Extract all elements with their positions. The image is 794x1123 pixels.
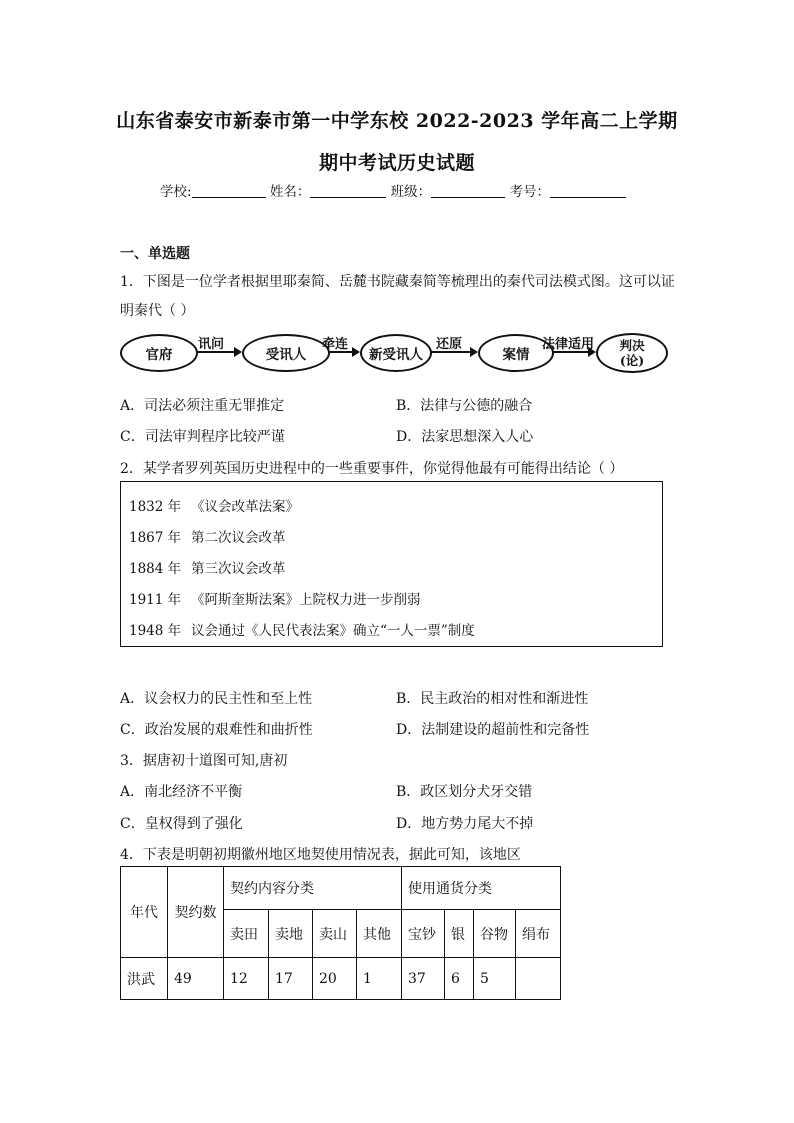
- school-field[interactable]: [192, 183, 266, 198]
- event-year: 1884 年: [129, 561, 182, 577]
- name-label: 姓名：: [269, 184, 311, 200]
- exam-title-line2: 期中考试历史试题: [318, 152, 475, 174]
- q1-stem-line2: 明秦代（ ）: [120, 303, 195, 319]
- node-verdict: [596, 333, 668, 373]
- event-row: [129, 557, 286, 577]
- q3-option-b[interactable]: B．政区划分犬牙交错: [396, 784, 533, 800]
- event-row: [129, 526, 286, 546]
- arrow-label-apply-law: 法律适用: [542, 337, 595, 352]
- node-government: 官府: [120, 334, 198, 372]
- header-currency-category: 使用通货分类: [402, 867, 561, 910]
- student-info-row: [160, 180, 640, 200]
- arrow-label-interrogate: 讯问: [198, 337, 225, 352]
- q2-option-a[interactable]: A．议会权力的民主性和至上性: [120, 691, 313, 707]
- q2-stem: 2．某学者罗列英国历史进程中的一些重要事件，你觉得他最有可能得出结论（ ）: [120, 461, 624, 477]
- school-label: 学校:: [160, 184, 192, 200]
- event-text: 第二次议会改革: [191, 530, 286, 546]
- q3-option-d[interactable]: D．地方势力尾大不掉: [396, 816, 534, 832]
- q1-option-c[interactable]: C．司法审判程序比较严谨: [120, 429, 285, 445]
- q2-option-b[interactable]: B．民主政治的相对性和渐进性: [396, 691, 589, 707]
- number-field[interactable]: [550, 183, 626, 198]
- name-field[interactable]: [310, 183, 386, 198]
- subheader-cell: 卖山: [313, 910, 357, 958]
- table-cell: [516, 958, 561, 1000]
- q2-event-box: [120, 481, 663, 647]
- event-year: 1911 年: [129, 592, 182, 608]
- q1-stem-line1: 1．下图是一位学者根据里耶秦简、岳麓书院藏秦简等梳理出的秦代司法模式图。这可以证: [120, 274, 675, 290]
- class-field[interactable]: [431, 183, 505, 198]
- event-year: 1867 年: [129, 530, 182, 546]
- event-year: 1948 年: [129, 623, 182, 639]
- arrow-implicate: [322, 337, 358, 353]
- table-cell: 17: [269, 958, 313, 1000]
- q2-option-d[interactable]: D．法制建设的超前性和完备性: [396, 722, 590, 738]
- node-interrogated-person: 受讯人: [242, 334, 330, 372]
- subheader-cell: 其他: [357, 910, 402, 958]
- arrow-restore: [430, 337, 476, 353]
- event-row: [129, 588, 421, 608]
- exam-title-line1: 山东省泰安市新泰市第一中学东校 2022-2023 学年高二上学期: [116, 110, 678, 132]
- table-cell: 6: [445, 958, 474, 1000]
- subheader-cell: 卖地: [269, 910, 313, 958]
- event-text: 第三次议会改革: [191, 561, 286, 577]
- node-new-interrogated-person: 新受讯人: [360, 334, 432, 372]
- table-cell: 20: [313, 958, 357, 1000]
- subheader-cell: 绢布: [516, 910, 561, 958]
- q1-option-d[interactable]: D．法家思想深入人心: [396, 429, 534, 445]
- judicial-flow-diagram: [120, 330, 670, 380]
- header-contract-count: 契约数: [168, 867, 224, 958]
- event-row: [129, 619, 475, 639]
- q3-option-a[interactable]: A．南北经济不平衡: [120, 784, 243, 800]
- number-label: 考号：: [509, 184, 550, 200]
- q3-option-c[interactable]: C．皇权得到了强化: [120, 816, 243, 832]
- event-row: [129, 495, 299, 515]
- q2-option-c[interactable]: C．政治发展的艰难性和曲折性: [120, 722, 313, 738]
- subheader-cell: 卖田: [224, 910, 269, 958]
- node-verdict-label: 判决: [619, 338, 645, 353]
- header-content-category: 契约内容分类: [224, 867, 402, 910]
- event-text: 《阿斯奎斯法案》上院权力进一步削弱: [191, 592, 421, 608]
- header-year: 年代: [121, 867, 168, 958]
- event-text: 议会通过《人民代表法案》确立“一人一票”制度: [191, 623, 475, 639]
- node-case-facts: 案情: [478, 334, 554, 372]
- table-cell: 5: [474, 958, 516, 1000]
- table-cell: 37: [402, 958, 445, 1000]
- arrow-label-implicate: 牵连: [322, 337, 349, 352]
- arrow-apply-law: [542, 337, 595, 353]
- table-cell-year: 洪武: [121, 958, 168, 1000]
- event-year: 1832 年: [129, 499, 182, 515]
- q3-stem: 3．据唐初十道图可知,唐初: [120, 753, 288, 769]
- node-verdict-sublabel: (论): [619, 353, 645, 368]
- q4-stem: 4．下表是明朝初期徽州地区地契使用情况表，据此可知，该地区: [120, 847, 521, 863]
- contract-table: [120, 866, 561, 1000]
- subheader-cell: 宝钞: [402, 910, 445, 958]
- q1-option-b[interactable]: B．法律与公德的融合: [396, 398, 533, 414]
- event-text: 《议会改革法案》: [191, 499, 299, 515]
- table-cell: 1: [357, 958, 402, 1000]
- q1-option-a[interactable]: A．司法必须注重无罪推定: [120, 398, 285, 414]
- table-cell-count: 49: [168, 958, 224, 1000]
- class-label: 班级：: [390, 184, 432, 200]
- subheader-cell: 谷物: [474, 910, 516, 958]
- table-cell: 12: [224, 958, 269, 1000]
- arrow-label-restore: 还原: [436, 337, 463, 352]
- section-heading: 一、单选题: [120, 246, 190, 262]
- arrow-interrogate: [196, 337, 240, 353]
- subheader-cell: 银: [445, 910, 474, 958]
